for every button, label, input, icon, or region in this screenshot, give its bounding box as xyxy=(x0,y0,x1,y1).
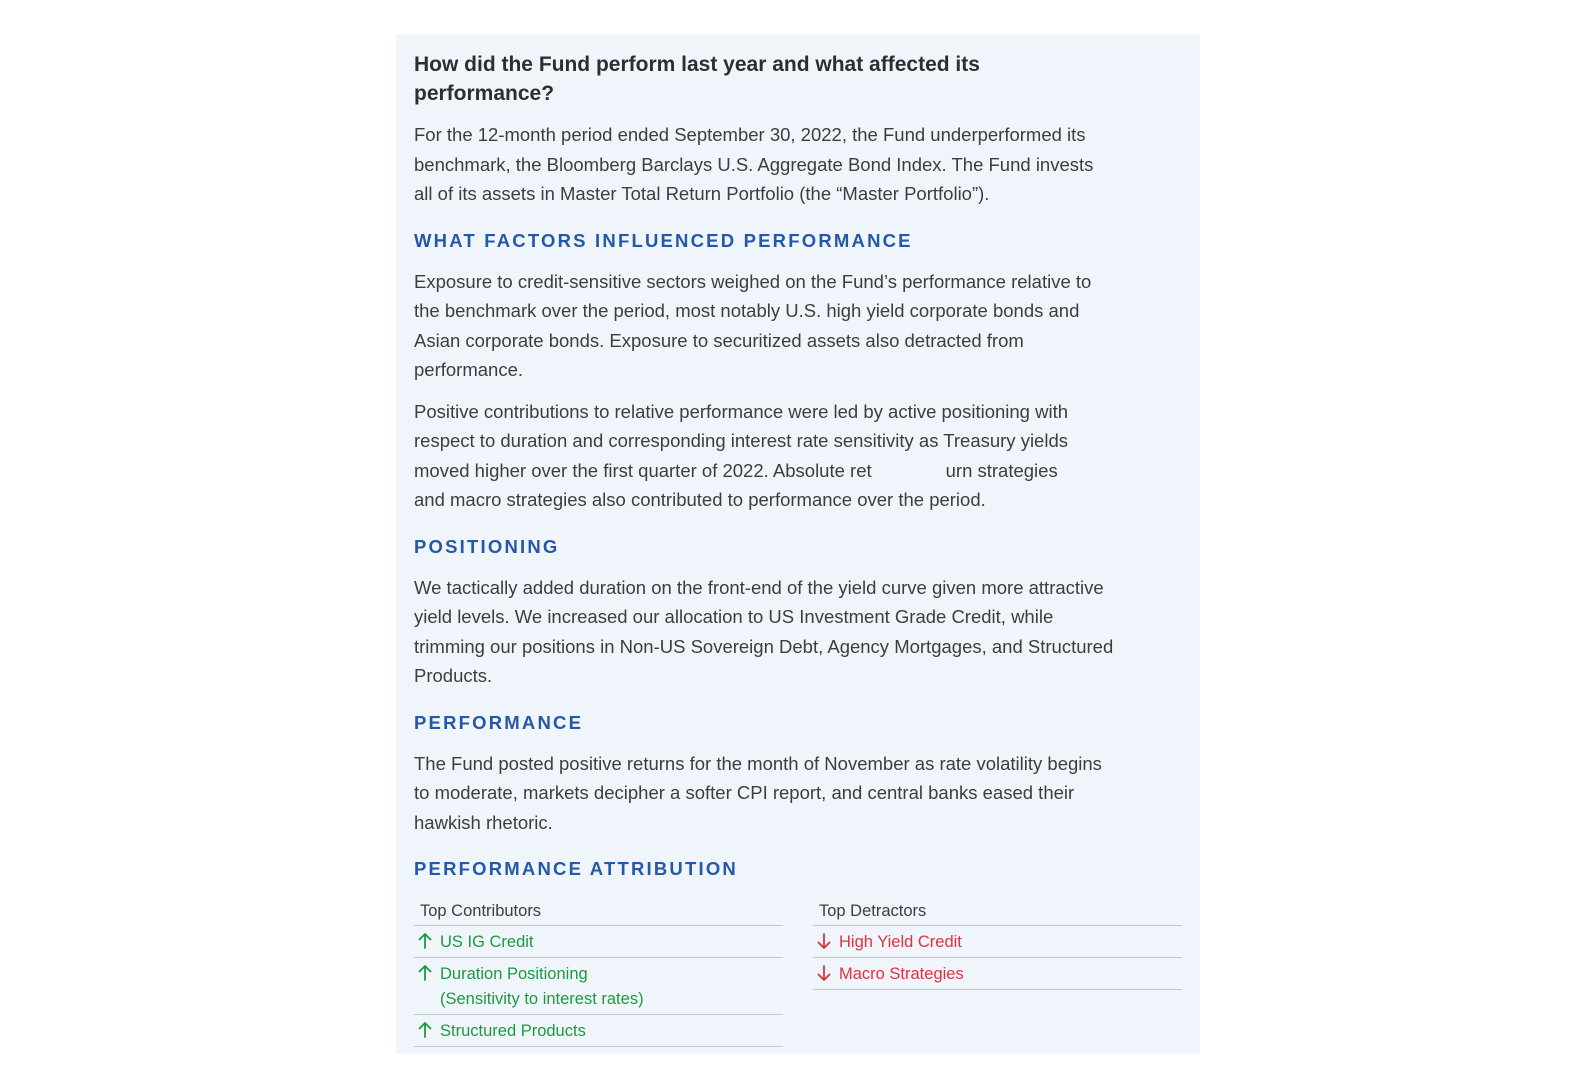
arrow-up-icon xyxy=(418,1019,440,1038)
contributor-label: Structured Products xyxy=(440,1022,586,1040)
arrow-up-icon xyxy=(418,962,440,981)
fund-commentary-panel xyxy=(396,34,1200,1054)
factors-paragraph-2-part-c: and macro strategies also contributed to performance over the period. xyxy=(414,489,986,510)
detractor-label: Macro Strategies xyxy=(839,965,964,983)
top-detractors-list xyxy=(813,899,1182,1047)
top-contributors-list xyxy=(414,899,783,1047)
intro-paragraph: For the 12-month period ended September 30, 2022, the Fund underperformed its benchmark, the Bloomberg Barclays U.S. Aggregate Bond Index. The Fund invests all of its assets in Master Total Return Portfolio (the “Master Portfolio”). xyxy=(414,124,1094,204)
factors-paragraph-1: Exposure to credit-sensitive sectors weighed on the Fund’s performance relative to the benchmark over the period, most notably U.S. high yield corporate bonds and Asian corporate bonds. Exposure to securitized assets also detracted from performance. xyxy=(414,270,1092,380)
attribution-heading: PERFORMANCE ATTRIBUTION xyxy=(414,858,738,879)
performance-heading: PERFORMANCE xyxy=(414,711,584,733)
factors-paragraph-2-part-b: urn strategies xyxy=(945,459,1058,481)
top-detractors-header: Top Detractors xyxy=(813,899,1182,926)
question-heading: How did the Fund perform last year and what affected its performance? xyxy=(414,53,980,105)
factors-paragraph-2-part-a: Positive contributions to relative performance were led by active positioning with respect to duration and corresponding interest rate sensitivity as Treasury yields moved higher over the first quarter of 2022. Absolute ret xyxy=(414,400,1068,481)
arrow-down-icon xyxy=(817,962,839,981)
contributor-label: Duration Positioning (Sensitivity to interest rates) xyxy=(440,965,644,1008)
positioning-heading: POSITIONING xyxy=(414,535,560,557)
list-item xyxy=(813,958,1182,990)
list-item xyxy=(414,958,783,1015)
attribution-tables xyxy=(414,899,1182,1047)
list-item xyxy=(414,926,783,958)
factors-heading: WHAT FACTORS INFLUENCED PERFORMANCE xyxy=(414,229,913,251)
performance-paragraph: The Fund posted positive returns for the month of November as rate volatility begins to moderate, markets decipher a softer CPI report, and central banks eased their hawkish rhetoric. xyxy=(414,752,1102,833)
arrow-down-icon xyxy=(817,930,839,949)
arrow-up-icon xyxy=(418,930,440,949)
top-contributors-header: Top Contributors xyxy=(414,899,783,926)
contributor-label: US IG Credit xyxy=(440,933,534,951)
list-item xyxy=(813,926,1182,958)
factors-paragraph-2 xyxy=(414,397,1114,515)
detractor-label: High Yield Credit xyxy=(839,933,962,951)
positioning-paragraph: We tactically added duration on the front-end of the yield curve given more attractive yield levels. We increased our allocation to US Investment Grade Credit, while trimming our positions in Non-US Sovereign Debt, Agency Mortgages, and Structured Products. xyxy=(414,576,1114,686)
list-item xyxy=(414,1015,783,1047)
